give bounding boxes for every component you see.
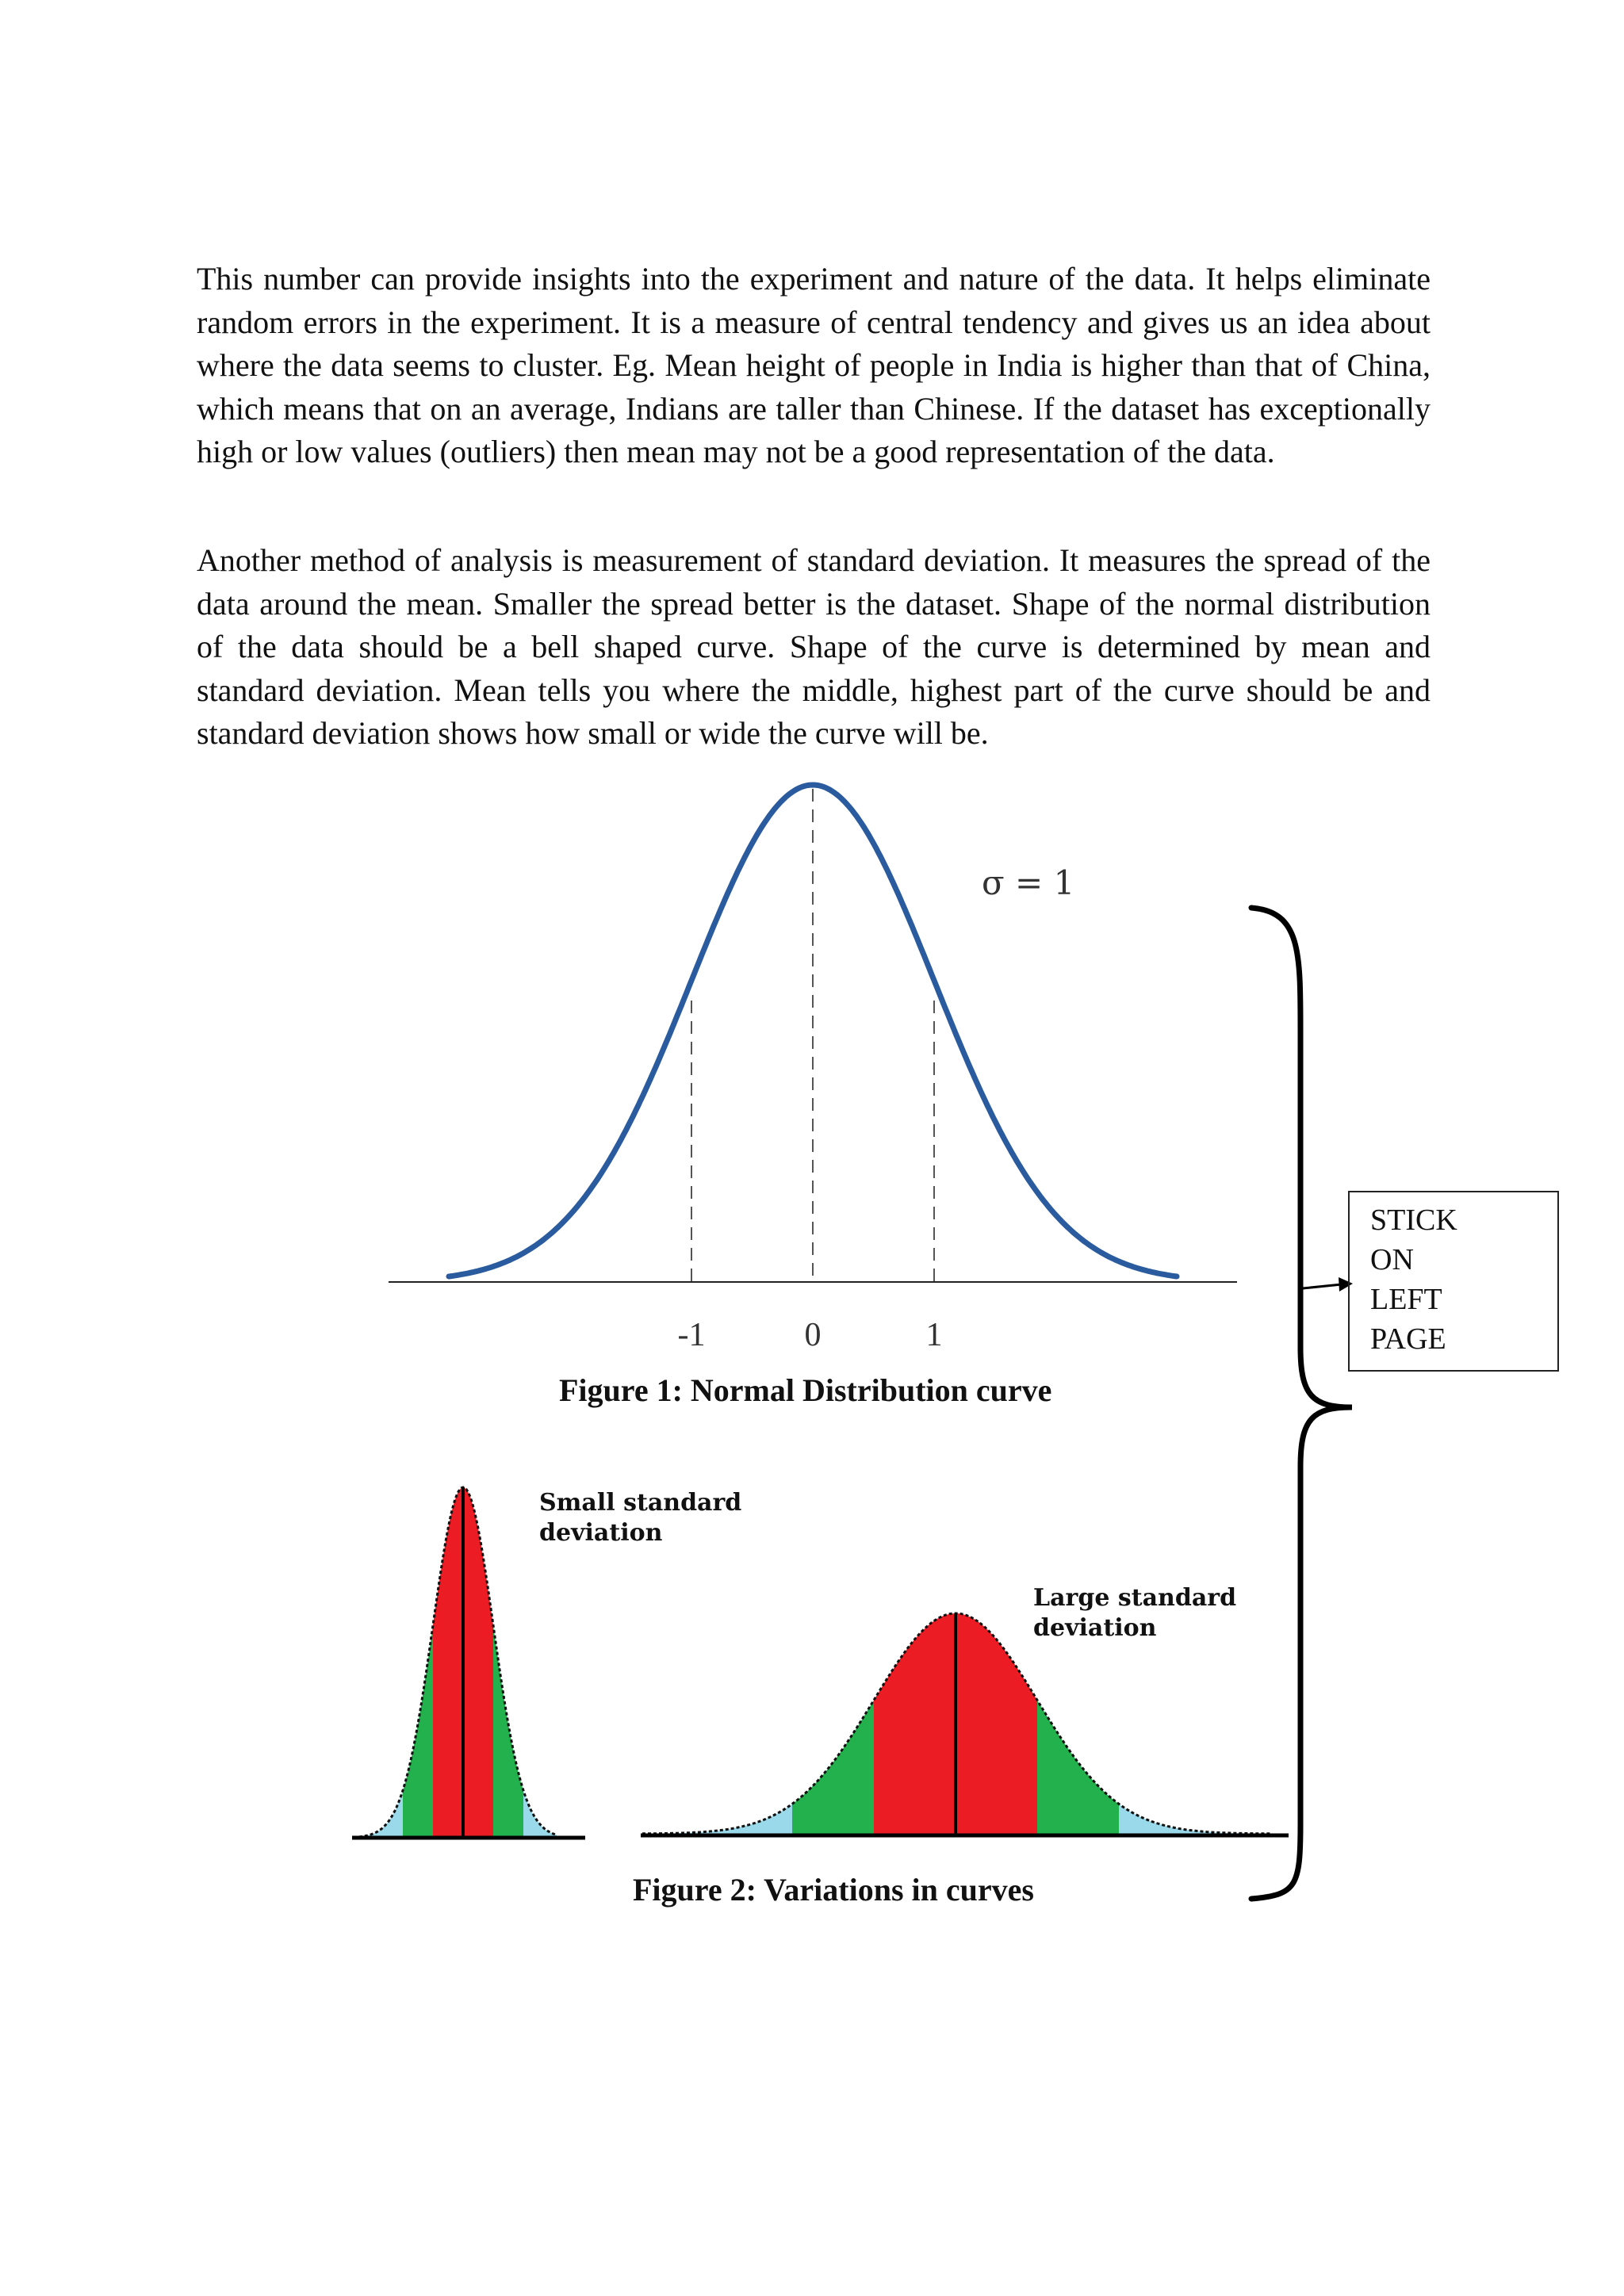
figure1-chart [389, 785, 1237, 1353]
figure2-caption: Figure 2: Variations in curves [633, 1872, 1034, 1908]
stick-note-line2: LEFT [1370, 1283, 1442, 1316]
fig2-small-right-tail-band [523, 1790, 557, 1838]
figure2-small-sd-chart [352, 1487, 741, 1838]
fig2-small-label-line1: Small standard [539, 1489, 742, 1517]
stick-note-word-on: ON [1370, 1243, 1414, 1276]
fig2-small-label-line2: deviation [539, 1519, 663, 1547]
paragraph-standard-deviation: Another method of analysis is measurement of standard deviation. It measures the spread of the data around the mean. Smaller the spread better is the dataset. Shape of the normal distribution of the data should be a bell shaped curve. Shape of the curve is determined by mean and standard deviation. Mean tells you where the middle, highest part of the curve should be and standard deviation shows how small or wide the curve will be. [197, 542, 1431, 751]
stick-note-line1 [1370, 1200, 1537, 1280]
fig2-small-right-2sd-band [493, 1625, 523, 1838]
fig2-large-label-line1: Large standard [1033, 1584, 1237, 1612]
fig1-sigma-label: σ = 1 [982, 863, 1075, 902]
stick-note-line3: PAGE [1370, 1322, 1446, 1356]
fig1-tick-label-minus1: -1 [677, 1317, 706, 1353]
right-curly-brace [1251, 908, 1352, 1899]
fig2-large-left-2sd-band [792, 1700, 874, 1834]
figure1-caption: Figure 1: Normal Distribution curve [559, 1372, 1052, 1408]
fig1-tick-label-0: 0 [804, 1317, 822, 1353]
fig2-small-left-2sd-band [403, 1625, 433, 1838]
paragraph-mean: This number can provide insights into the experiment and nature of the data. It helps eliminate random errors in the experiment. It is a measure of central tendency and gives us an idea about where the data seems to cluster. Eg. Mean height of people in India is higher than that of China, which means that on an average, Indians are taller than Chinese. If the dataset has exceptionally high or low values (outliers) then mean may not be a good representation of the data. [197, 261, 1431, 469]
fig2-large-right-tail-band [1119, 1804, 1273, 1834]
fig1-tick-label-1: 1 [925, 1317, 943, 1353]
fig2-large-right-2sd-band [1037, 1700, 1119, 1834]
fig2-large-left-tail-band [642, 1804, 792, 1834]
fig2-small-left-tail-band [354, 1790, 403, 1838]
brace-arrow-line [1303, 1284, 1342, 1288]
figure2-large-sd-chart [641, 1584, 1289, 1835]
stick-on-left-page-note [1348, 1191, 1559, 1372]
stick-note-word-stick: STICK [1370, 1203, 1457, 1237]
fig2-large-label-line2: deviation [1033, 1614, 1157, 1642]
